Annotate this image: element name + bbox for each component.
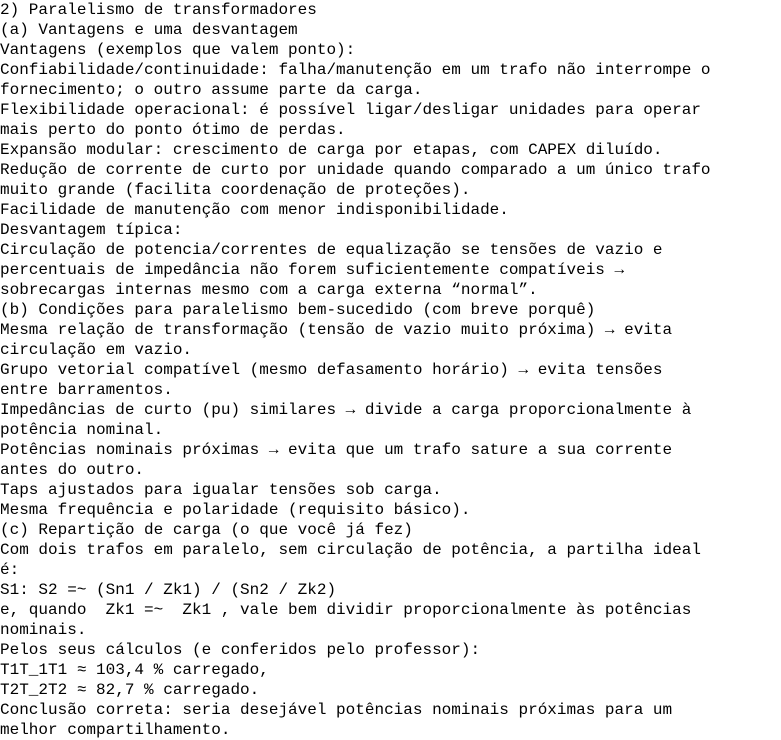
text-line: Mesma relação de transformação (tensão de vazio muito próxima) → evita	[0, 321, 673, 339]
text-line: sobrecargas internas mesmo com a carga externa “normal”.	[0, 281, 538, 299]
text-line: é:	[0, 561, 20, 579]
subsection-b-heading: (b) Condições para paralelismo bem-sucedido (com breve porquê)	[0, 301, 596, 319]
section-title: 2) Paralelismo de transformadores	[0, 1, 317, 19]
text-line: Pelos seus cálculos (e conferidos pelo professor):	[0, 641, 481, 659]
text-line: nominais.	[0, 621, 87, 639]
text-line: antes do outro.	[0, 461, 145, 479]
text-line: mais perto do ponto ótimo de perdas.	[0, 121, 346, 139]
disadvantage-heading: Desvantagem típica:	[0, 221, 183, 239]
text-line: Redução de corrente de curto por unidade quando comparado a um único trafo	[0, 161, 711, 179]
text-line: e, quando Zk1 =~ Zk1 , vale bem dividir proporcionalmente às potências	[0, 601, 692, 619]
text-line: Facilidade de manutenção com menor indisponibilidade.	[0, 201, 509, 219]
text-line: Com dois trafos em paralelo, sem circulação de potência, a partilha ideal	[0, 541, 701, 559]
advantages-heading: Vantagens (exemplos que valem ponto):	[0, 41, 356, 59]
result-line: T1T_1T1 ≈ 103,4 % carregado,	[0, 661, 269, 679]
text-line: fornecimento; o outro assume parte da carga.	[0, 81, 423, 99]
text-line: Expansão modular: crescimento de carga por etapas, com CAPEX diluído.	[0, 141, 663, 159]
text-line: Confiabilidade/continuidade: falha/manutenção em um trafo não interrompe o	[0, 61, 711, 79]
text-line: Grupo vetorial compatível (mesmo defasamento horário) → evita tensões	[0, 361, 663, 379]
text-line: circulação em vazio.	[0, 341, 193, 359]
text-line: Potências nominais próximas → evita que um trafo sature a sua corrente	[0, 441, 673, 459]
text-line: muito grande (facilita coordenação de proteções).	[0, 181, 471, 199]
text-line: Impedâncias de curto (pu) similares → divide a carga proporcionalmente à	[0, 401, 692, 419]
conclusion-line: melhor compartilhamento.	[0, 721, 231, 739]
subsection-c-heading: (c) Repartição de carga (o que você já fez)	[0, 521, 413, 539]
formula-line: S1: S2 =~ (Sn1 / Zk1) / (Sn2 / Zk2)	[0, 581, 337, 599]
text-line: potência nominal.	[0, 421, 164, 439]
text-line: entre barramentos.	[0, 381, 173, 399]
conclusion-line: Conclusão correta: seria desejável potências nominais próximas para um	[0, 701, 673, 719]
text-line: Mesma frequência e polaridade (requisito básico).	[0, 501, 471, 519]
text-line: Flexibilidade operacional: é possível ligar/desligar unidades para operar	[0, 101, 701, 119]
text-line: Circulação de potencia/correntes de equalização se tensões de vazio e	[0, 241, 663, 259]
text-line: Taps ajustados para igualar tensões sob carga.	[0, 481, 442, 499]
text-line: percentuais de impedância não forem suficientemente compatíveis →	[0, 261, 625, 279]
result-line: T2T_2T2 ≈ 82,7 % carregado.	[0, 681, 260, 699]
subsection-a-heading: (a) Vantagens e uma desvantagem	[0, 21, 298, 39]
